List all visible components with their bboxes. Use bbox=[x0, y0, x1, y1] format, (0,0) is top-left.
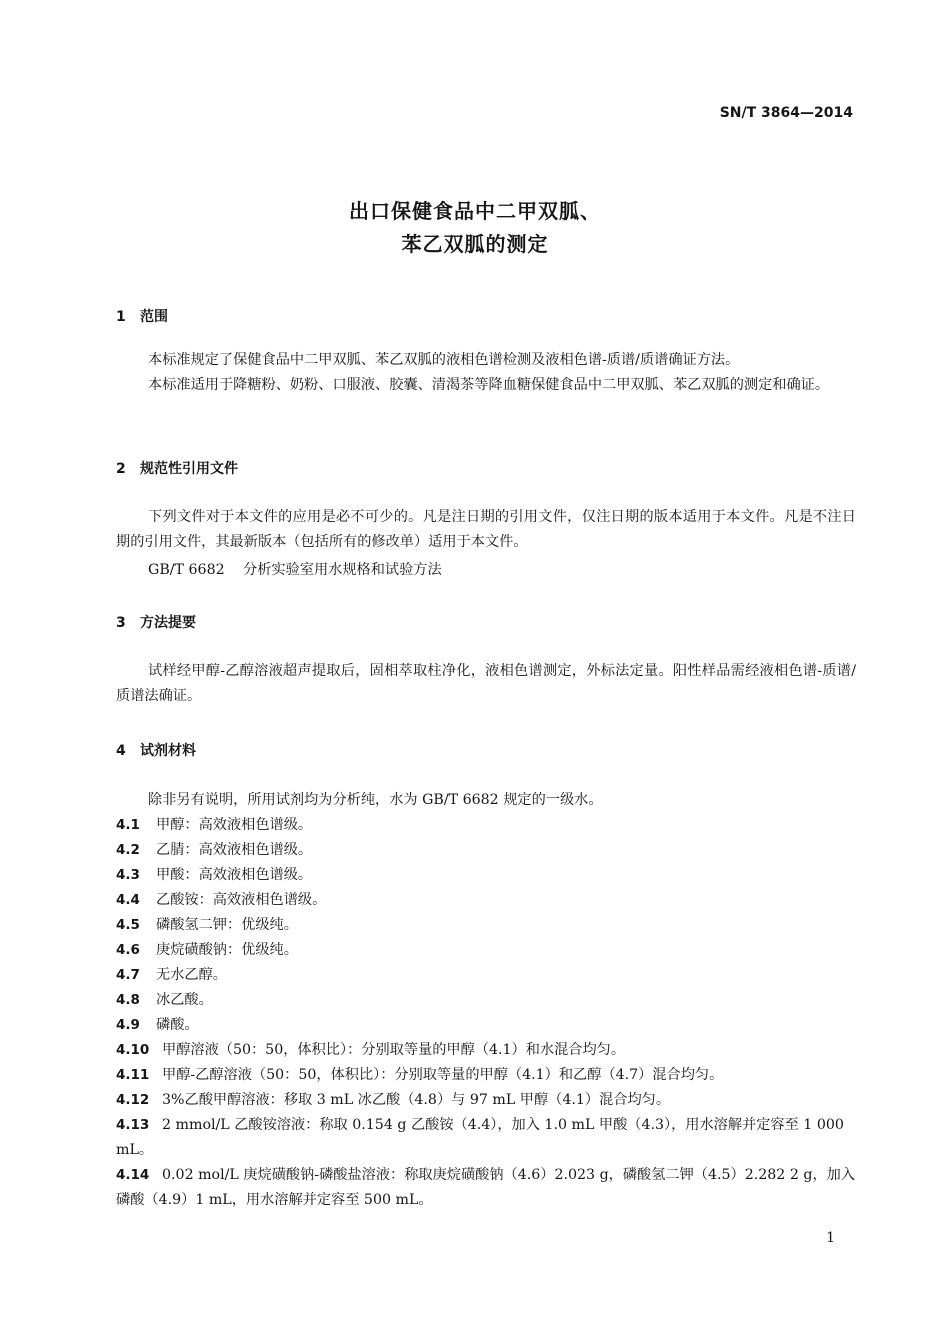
paragraph: 除非另有说明，所用试剂均为分析纯，水为 GB/T 6682 规定的一级水。 bbox=[148, 792, 603, 808]
item-number: 4.7 bbox=[116, 967, 140, 983]
list-item bbox=[116, 1038, 856, 1063]
item-text: 乙酸铵：高效液相色谱级。 bbox=[156, 892, 327, 908]
section-title: 试剂材料 bbox=[140, 743, 196, 759]
section-number: 4 bbox=[116, 743, 126, 759]
item-text: 无水乙醇。 bbox=[156, 967, 227, 983]
item-text: 乙腈：高效液相色谱级。 bbox=[156, 842, 313, 858]
item-number: 4.6 bbox=[116, 942, 140, 958]
standard-number: SN/T 3864—2014 bbox=[719, 105, 853, 121]
list-item bbox=[116, 813, 856, 838]
list-item bbox=[116, 1013, 856, 1038]
item-number: 4.4 bbox=[116, 892, 140, 908]
page-number: 1 bbox=[826, 1230, 835, 1246]
list-item bbox=[116, 988, 856, 1013]
section-4-intro bbox=[116, 788, 856, 813]
item-text: 甲醇：高效液相色谱级。 bbox=[156, 817, 313, 833]
paragraph: 本标准规定了保健食品中二甲双胍、苯乙双胍的液相色谱检测及液相色谱-质谱/质谱确证方法。 bbox=[148, 352, 740, 368]
item-text: 甲醇-乙醇溶液（50：50，体积比）：分别取等量的甲醇（4.1）和乙醇（4.7）混合均匀。 bbox=[162, 1067, 724, 1083]
list-item bbox=[116, 1088, 856, 1113]
item-number: 4.13 bbox=[116, 1117, 150, 1133]
section-heading-2 bbox=[116, 458, 238, 478]
item-number: 4.9 bbox=[116, 1017, 140, 1033]
list-item bbox=[116, 1063, 856, 1088]
item-number: 4.1 bbox=[116, 817, 140, 833]
item-number: 4.5 bbox=[116, 917, 140, 933]
section-heading-3 bbox=[116, 612, 196, 632]
document-title-line2: 苯乙双胍的测定 bbox=[401, 232, 549, 256]
section-title: 范围 bbox=[140, 309, 168, 325]
paragraph: 试样经甲醇-乙醇溶液超声提取后，固相萃取柱净化，液相色谱测定，外标法定量。阳性样品需经液相色谱-质谱/质谱法确证。 bbox=[116, 663, 856, 704]
list-item bbox=[116, 913, 856, 938]
item-text: 2 mmol/L 乙酸铵溶液：称取 0.154 g 乙酸铵（4.4），加入 1.0 mL 甲酸（4.3），用水溶解并定容至 1 000 mL。 bbox=[116, 1117, 844, 1158]
item-text: 磷酸。 bbox=[156, 1017, 199, 1033]
item-text: 冰乙酸。 bbox=[156, 992, 213, 1008]
item-text: 磷酸氢二钾：优级纯。 bbox=[156, 917, 298, 933]
item-number: 4.14 bbox=[116, 1167, 150, 1183]
document-title-line1: 出口保健食品中二甲双胍、 bbox=[349, 199, 601, 223]
section-heading-4 bbox=[116, 740, 196, 760]
list-item bbox=[116, 938, 856, 963]
section-number: 3 bbox=[116, 615, 126, 631]
section-3-body bbox=[116, 659, 856, 709]
item-text: 0.02 mol/L 庚烷磺酸钠-磷酸盐溶液：称取庚烷磺酸钠（4.6）2.023 g，磷酸氢二钾（4.5）2.282 2 g，加入磷酸（4.9）1 mL，用水溶解并定容至 500 mL。 bbox=[116, 1167, 856, 1208]
item-number: 4.8 bbox=[116, 992, 140, 1008]
section-2-body bbox=[116, 505, 856, 555]
paragraph: 本标准适用于降糖粉、奶粉、口服液、胶囊、清渴茶等降血糖保健食品中二甲双胍、苯乙双胍的测定和确证。 bbox=[148, 377, 830, 393]
list-item bbox=[116, 888, 856, 913]
section-1-body bbox=[116, 348, 856, 398]
section-number: 1 bbox=[116, 309, 126, 325]
section-title: 规范性引用文件 bbox=[140, 461, 238, 477]
section-heading-1 bbox=[116, 306, 168, 326]
reference-code: GB/T 6682 bbox=[148, 562, 225, 578]
list-item bbox=[116, 1163, 856, 1213]
list-item bbox=[116, 838, 856, 863]
item-number: 4.12 bbox=[116, 1092, 150, 1108]
item-number: 4.10 bbox=[116, 1042, 150, 1058]
normative-reference bbox=[148, 559, 442, 579]
item-text: 3%乙酸甲醇溶液：移取 3 mL 冰乙酸（4.8）与 97 mL 甲醇（4.1）混合均匀。 bbox=[162, 1092, 671, 1108]
paragraph: 下列文件对于本文件的应用是必不可少的。凡是注日期的引用文件，仅注日期的版本适用于本文件。凡是不注日期的引用文件，其最新版本（包括所有的修改单）适用于本文件。 bbox=[116, 509, 856, 550]
list-item bbox=[116, 863, 856, 888]
section-number: 2 bbox=[116, 461, 126, 477]
section-title: 方法提要 bbox=[140, 615, 196, 631]
item-text: 甲醇溶液（50：50，体积比）：分别取等量的甲醇（4.1）和水混合均匀。 bbox=[162, 1042, 626, 1058]
item-text: 甲酸：高效液相色谱级。 bbox=[156, 867, 313, 883]
item-number: 4.2 bbox=[116, 842, 140, 858]
reference-title: 分析实验室用水规格和试验方法 bbox=[243, 562, 442, 578]
item-text: 庚烷磺酸钠：优级纯。 bbox=[156, 942, 298, 958]
item-number: 4.3 bbox=[116, 867, 140, 883]
list-item bbox=[116, 1113, 856, 1163]
item-number: 4.11 bbox=[116, 1067, 150, 1083]
list-item bbox=[116, 963, 856, 988]
